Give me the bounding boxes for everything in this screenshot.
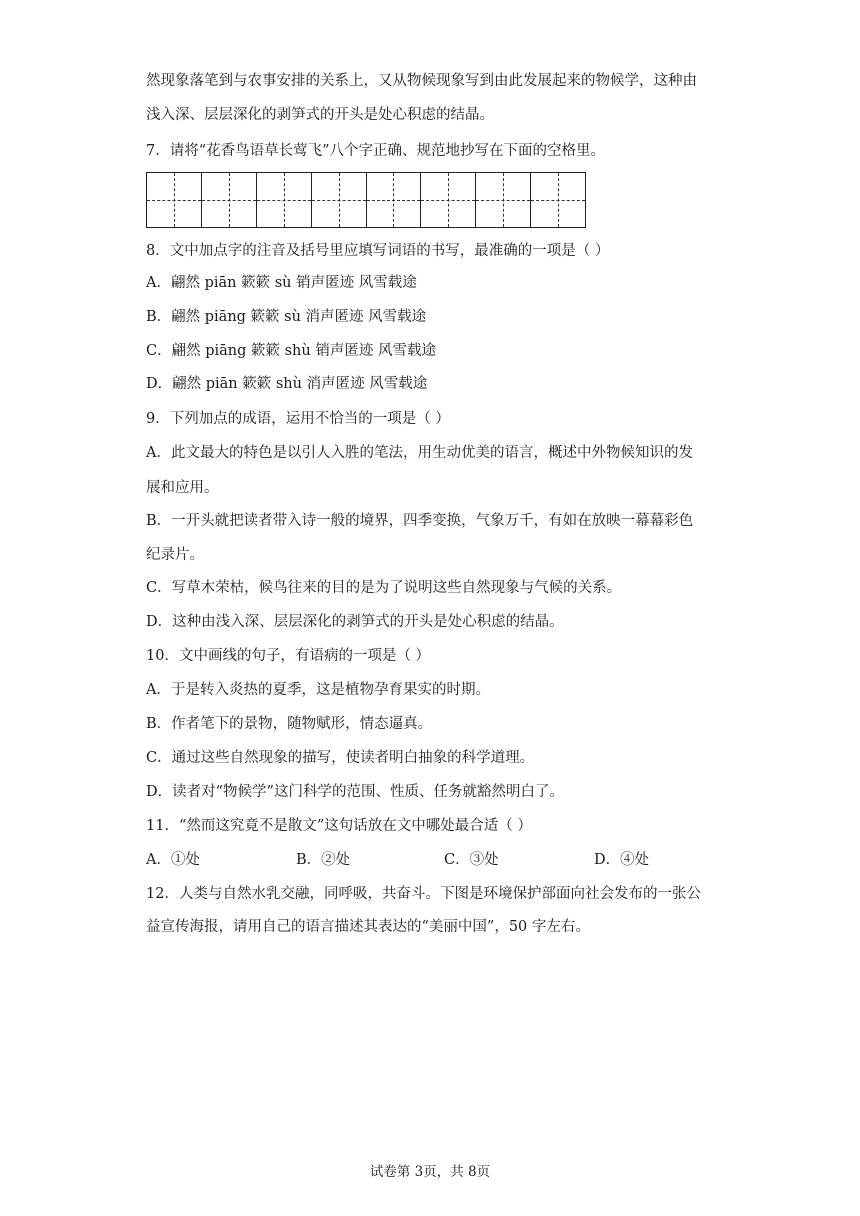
grid-cell[interactable] — [312, 173, 367, 227]
option-10c: C．通过这些自然现象的描写，使读者明白抽象的科学道理。 — [146, 750, 535, 766]
line-1: 然现象落笔到与农事安排的关系上，又从物候现象写到由此发展起来的物候学，这种由 — [146, 73, 697, 89]
line-2: 浅入深、层层深化的剥笋式的开头是处心积虑的结晶。 — [146, 107, 494, 123]
writing-grid[interactable] — [146, 172, 586, 228]
option-9c: C．写草木荣枯，候鸟往来的目的是为了说明这些自然现象与气候的关系。 — [146, 580, 622, 596]
option-8b: B．翩然 piāng 簌簌 sù 消声匿迹 风雪载途 — [146, 309, 427, 325]
question-10: 10．文中画线的句子，有语病的一项是（ ） — [146, 648, 431, 664]
option-9a-line1: A．此文最大的特色是以引人入胜的笔法，用生动优美的语言，概述中外物候知识的发 — [146, 445, 693, 461]
option-8d: D．翩然 piān 簌簌 shù 消声匿迹 风雪载途 — [146, 376, 428, 392]
option-11c: C．③处 — [444, 852, 499, 868]
question-7: 7．请将“花香鸟语草长莺飞”八个字正确、规范地抄写在下面的空格里。 — [146, 143, 606, 159]
option-10b: B．作者笔下的景物，随物赋形，情态逼真。 — [146, 716, 433, 732]
grid-cell[interactable] — [421, 173, 476, 227]
question-11: 11．“然而这究竟不是散文”这句话放在文中哪处最合适（ ） — [146, 818, 532, 834]
grid-cell[interactable] — [202, 173, 257, 227]
question-8: 8．文中加点字的注音及括号里应填写词语的书写，最准确的一项是（ ） — [146, 243, 610, 259]
option-9d: D．这种由浅入深、层层深化的剥笋式的开头是处心积虑的结晶。 — [146, 614, 564, 630]
page-footer: 试卷第 3页，共 8页 — [369, 1164, 491, 1180]
question-12-line2: 益宣传海报，请用自己的语言描述其表达的“美丽中国”，50 字左右。 — [146, 919, 590, 935]
option-11a: A．①处 — [146, 852, 200, 868]
grid-cell[interactable] — [147, 173, 202, 227]
option-9b-line1: B．一开头就把读者带入诗一般的境界，四季变换，气象万千，有如在放映一幕幕彩色 — [146, 513, 694, 529]
option-10d: D．读者对“物候学”这门科学的范围、性质、任务就豁然明白了。 — [146, 784, 564, 800]
grid-cell[interactable] — [531, 173, 585, 227]
grid-cell[interactable] — [367, 173, 422, 227]
grid-cell[interactable] — [476, 173, 531, 227]
options-11 — [146, 851, 649, 869]
option-8a: A．翩然 piān 簌簌 sù 销声匿迹 风雪载途 — [146, 275, 417, 291]
option-9b-line2: 纪录片。 — [146, 547, 204, 563]
option-8c: C．翩然 piāng 簌簌 shù 销声匿迹 风雪载途 — [146, 343, 436, 359]
option-11d: D．④处 — [594, 852, 650, 868]
option-10a: A．于是转入炎热的夏季，这是植物孕育果实的时期。 — [146, 682, 490, 698]
option-11b: B．②处 — [296, 852, 351, 868]
option-9a-line2: 展和应用。 — [146, 480, 219, 496]
question-12-line1: 12．人类与自然水乳交融，同呼吸，共奋斗。下图是环境保护部面向社会发布的一张公 — [146, 886, 701, 902]
grid-cell[interactable] — [257, 173, 312, 227]
question-9: 9．下列加点的成语，运用不恰当的一项是（ ） — [146, 411, 450, 427]
